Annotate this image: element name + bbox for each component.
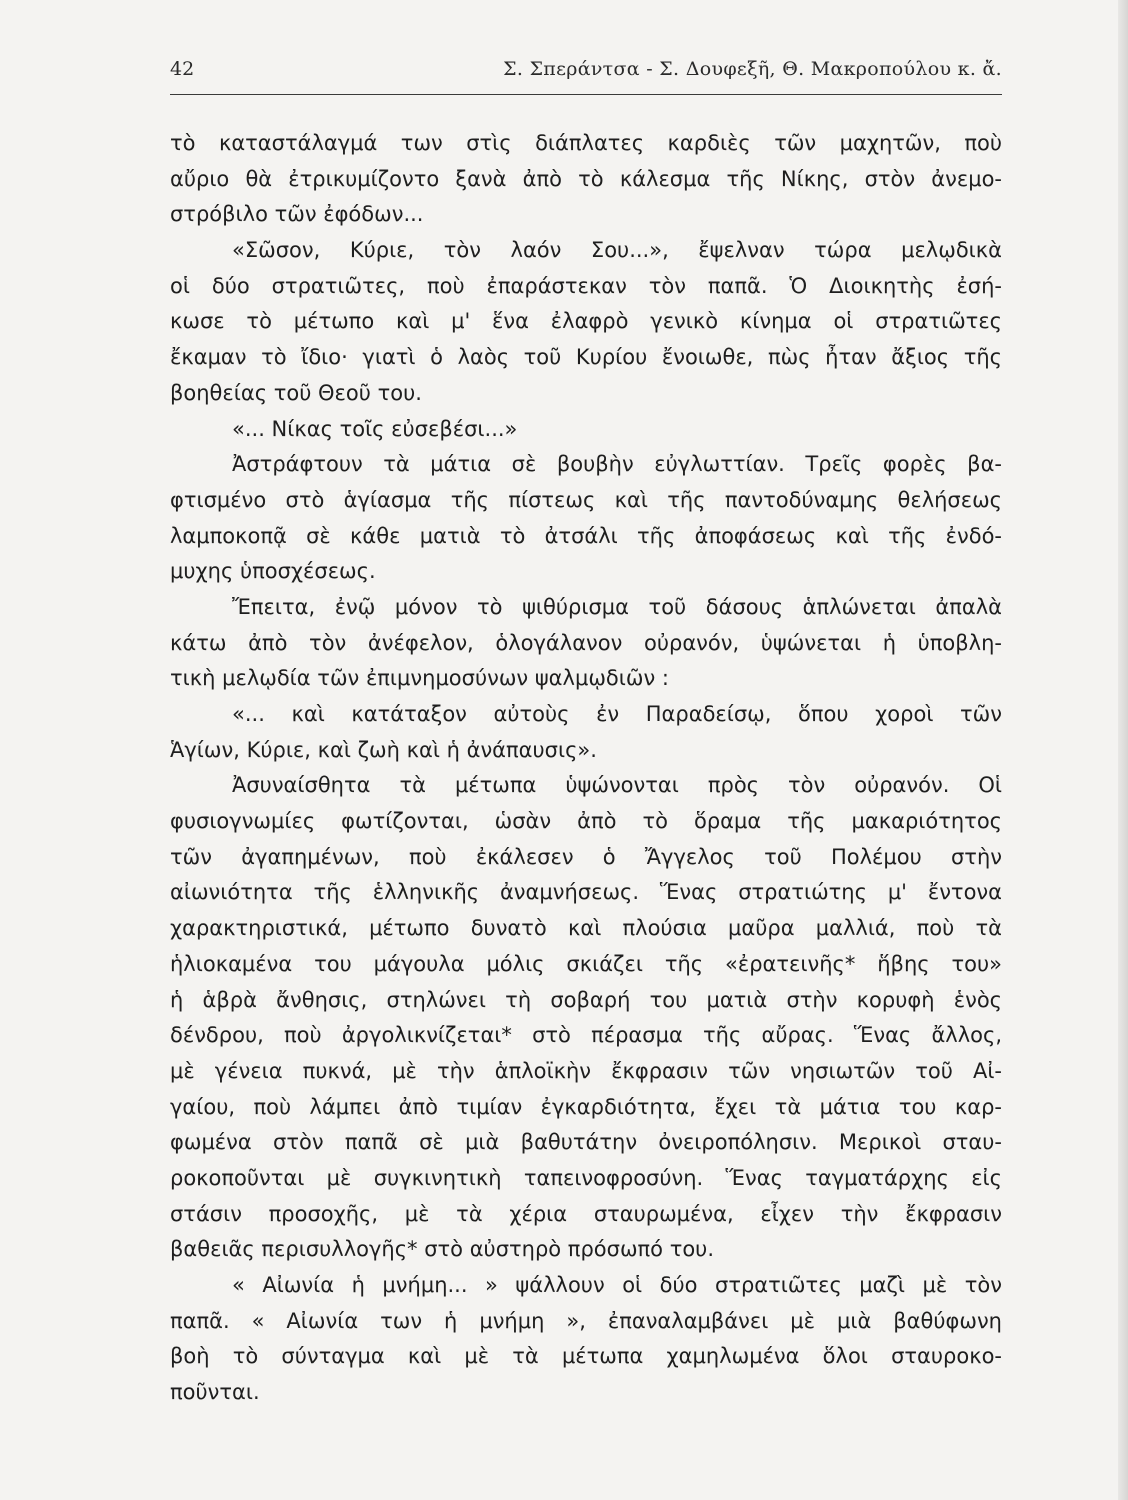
text-line: βαθειᾶς περισυλλογῆς* στὸ αὐστηρὸ πρόσωπό του. — [170, 1237, 715, 1262]
text-line: τὸ καταστάλαγμά των στὶς διάπλατες καρδιὲς τῶν μαχητῶν, ποὺ — [170, 131, 1002, 155]
page-edge-shadow — [1118, 0, 1128, 1500]
text-line: λαμποκοπᾷ σὲ κάθε ματιὰ τὸ ἀτσάλι τῆς ἀποφάσεως καὶ τῆς ἐνδό- — [170, 523, 1002, 548]
text-line: « Αἰωνία ἡ μνήμη... » ψάλλουν οἱ δύο στρατιῶτες μαζὶ μὲ τὸν — [232, 1273, 1002, 1297]
text-line: οἱ δύο στρατιῶτες, ποὺ ἐπαράστεκαν τὸν παπᾶ. Ὁ Διοικητὴς ἐσή- — [170, 273, 1002, 298]
page-number: 42 — [170, 58, 195, 80]
text-line: ποῦνται. — [170, 1380, 260, 1405]
text-line: αἰωνιότητα τῆς ἑλληνικῆς ἀναμνήσεως. Ἕνας στρατιώτης μ' ἔντονα — [170, 880, 1002, 905]
text-line: φυσιογνωμίες φωτίζονται, ὡσὰν ἀπὸ τὸ ὅραμα τῆς μακαριότητος — [170, 809, 1002, 834]
text-line: δένδρου, ποὺ ἀργολικνίζεται* στὸ πέρασμα τῆς αὔρας. Ἕνας ἄλλος, — [170, 1023, 1002, 1048]
text-line: «... καὶ κατάταξον αὐτοὺς ἐν Παραδείσῳ, ὅπου χοροὶ τῶν — [232, 702, 1002, 726]
body-text — [170, 126, 1002, 1411]
page-header — [170, 58, 1002, 88]
text-line: ἡ ἁβρὰ ἄνθησις, στηλώνει τὴ σοβαρή του ματιὰ στὴν κορυφὴ ἑνὸς — [170, 987, 1002, 1012]
text-line: ἡλιοκαμένα του μάγουλα μόλις σκιάζει τῆς «ἐρατεινῆς* ἥβης του» — [170, 951, 1002, 976]
text-line: ἔκαμαν τὸ ἴδιο· γιατὶ ὁ λαὸς τοῦ Κυρίου ἔνοιωθε, πὼς ἦταν ἄξιος τῆς — [170, 345, 1002, 370]
text-line: γαίου, ποὺ λάμπει ἀπὸ τιμίαν ἐγκαρδιότητα, ἔχει τὰ μάτια του καρ- — [170, 1094, 1002, 1119]
text-line: βοὴ τὸ σύνταγμα καὶ μὲ τὰ μέτωπα χαμηλωμένα ὅλοι σταυροκο- — [170, 1344, 1002, 1369]
text-line: στρόβιλο τῶν ἐφόδων... — [170, 202, 424, 227]
text-line: Ἔπειτα, ἐνῷ μόνον τὸ ψιθύρισμα τοῦ δάσους ἁπλώνεται ἀπαλὰ — [232, 594, 1002, 619]
header-rule — [170, 94, 1002, 95]
running-head: Σ. Σπεράντσα - Σ. Δουφεξῆ, Θ. Μακροπούλου κ. ἄ. — [503, 58, 1002, 80]
text-line: αὔριο θὰ ἐτρικυμίζοντο ξανὰ ἀπὸ τὸ κάλεσμα τῆς Νίκης, στὸν ἀνεμο- — [170, 166, 1002, 191]
text-line: στάσιν προσοχῆς, μὲ τὰ χέρια σταυρωμένα, εἶχεν τὴν ἔκφρασιν — [170, 1201, 1002, 1226]
text-line: «Σῶσον, Κύριε, τὸν λαόν Σου...», ἔψελναν τώρα μελῳδικὰ — [232, 238, 1002, 263]
text-line: Ἀστράφτουν τὰ μάτια σὲ βουβὴν εὐγλωττίαν. Τρεῖς φορὲς βα- — [232, 452, 1002, 477]
text-line: κάτω ἀπὸ τὸν ἀνέφελον, ὁλογάλανον οὐρανόν, ὑψώνεται ἡ ὑποβλη- — [170, 630, 1002, 655]
text-line: τικὴ μελῳδία τῶν ἐπιμνημοσύνων ψαλμῳδιῶν : — [170, 666, 669, 691]
text-line: παπᾶ. « Αἰωνία των ἡ μνήμη », ἐπαναλαμβάνει μὲ μιὰ βαθύφωνη — [170, 1308, 1002, 1333]
text-line: μὲ γένεια πυκνά, μὲ τὴν ἁπλοϊκὴν ἔκφρασιν τῶν νησιωτῶν τοῦ Αἰ- — [170, 1058, 1002, 1083]
text-line: φτισμένο στὸ ἁγίασμα τῆς πίστεως καὶ τῆς παντοδύναμης θελήσεως — [170, 487, 1002, 512]
text-line: φωμένα στὸν παπᾶ σὲ μιὰ βαθυτάτην ὀνειροπόλησιν. Μερικοὶ σταυ- — [170, 1130, 1002, 1155]
text-line: «... Νίκας τοῖς εὐσεβέσι...» — [232, 416, 518, 441]
text-line: μυχης ὑποσχέσεως. — [170, 559, 376, 584]
text-line: χαρακτηριστικά, μέτωπο δυνατὸ καὶ πλούσια μαῦρα μαλλιά, ποὺ τὰ — [170, 916, 1002, 941]
text-line: ροκοποῦνται μὲ συγκινητικὴ ταπεινοφροσύνη. Ἕνας ταγματάρχης εἰς — [170, 1165, 1002, 1190]
text-line: κωσε τὸ μέτωπο καὶ μ' ἕνα ἐλαφρὸ γενικὸ κίνημα οἱ στρατιῶτες — [170, 309, 1002, 334]
text-line: Ἀσυναίσθητα τὰ μέτωπα ὑψώνονται πρὸς τὸν οὐρανόν. Οἱ — [232, 773, 1002, 798]
text-line: τῶν ἀγαπημένων, ποὺ ἐκάλεσεν ὁ Ἄγγελος τοῦ Πολέμου στὴν — [170, 844, 1002, 869]
text-line: βοηθείας τοῦ Θεοῦ του. — [170, 380, 422, 405]
text-line: Ἁγίων, Κύριε, καὶ ζωὴ καὶ ἡ ἀνάπαυσις». — [170, 737, 597, 762]
